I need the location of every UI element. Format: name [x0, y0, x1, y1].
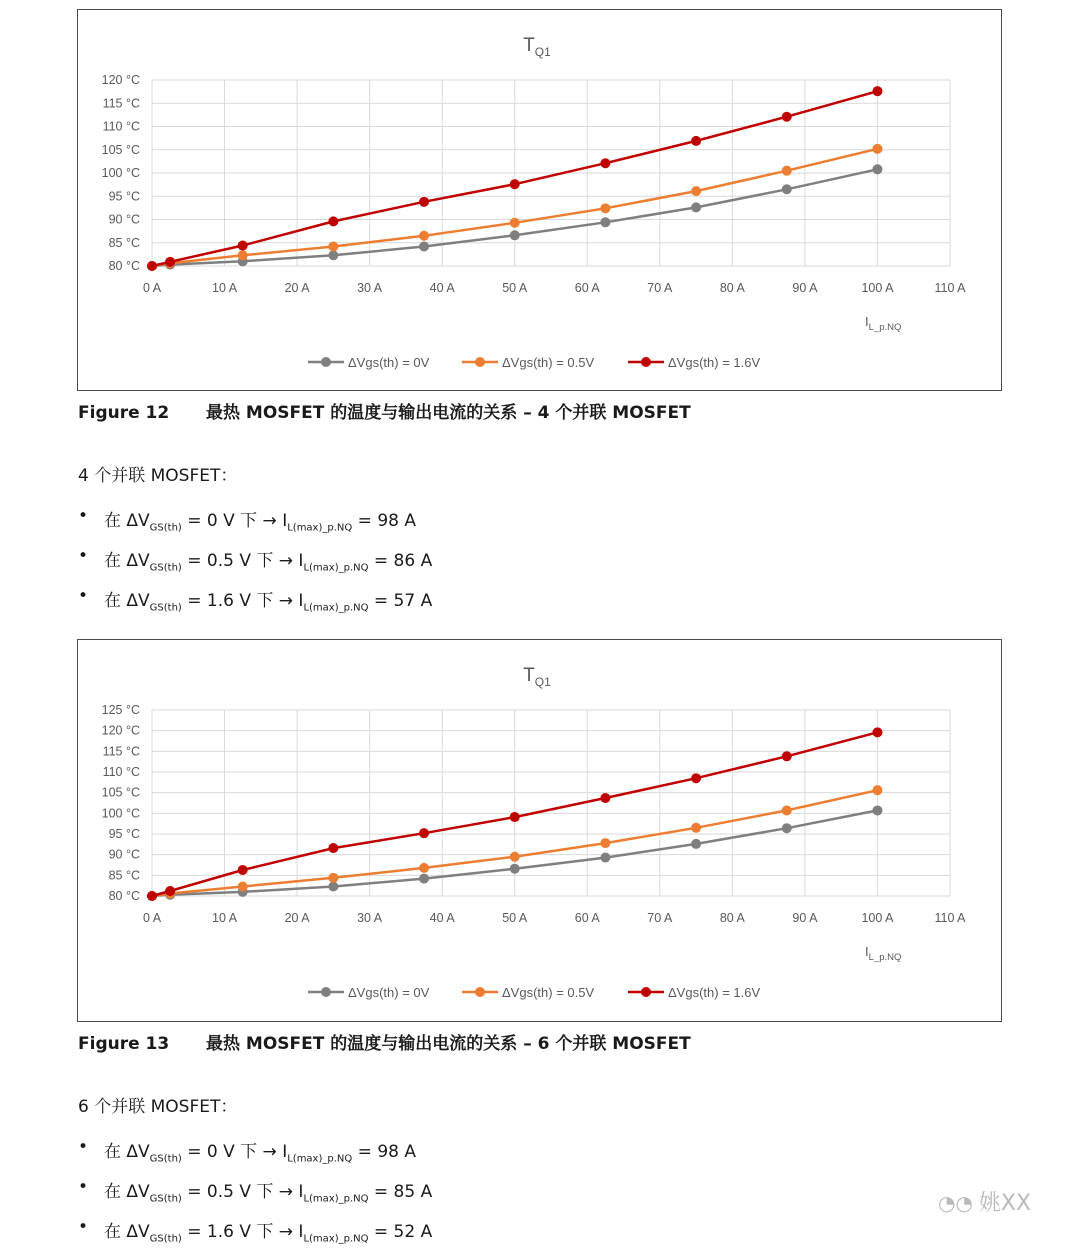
data-point	[872, 164, 882, 174]
x-tick-label: 110 A	[934, 911, 966, 925]
legend-label: ΔVgs(th) = 1.6V	[668, 985, 761, 1000]
x-tick-label: 100 A	[861, 911, 894, 925]
data-point	[600, 838, 610, 848]
y-tick-label: 105 °C	[101, 142, 140, 157]
result-list	[78, 1137, 432, 1257]
data-point	[600, 203, 610, 213]
x-tick-label: 100 A	[861, 281, 894, 295]
data-point	[238, 241, 248, 251]
figure-label: Figure 12	[78, 403, 170, 423]
line-chart-figure-12	[78, 10, 1000, 389]
data-point	[328, 241, 338, 251]
y-tick-label: 90 °C	[108, 847, 140, 862]
chart-title: $T_{Q1}$	[523, 665, 551, 689]
data-point	[782, 805, 792, 815]
x-axis-label: $I_{L\_p.NQ}$	[865, 944, 902, 963]
x-tick-label: 60 A	[574, 911, 600, 925]
list-item: • 在 $\Delta V_{GS(th)} = 0.5$ V 下 → $I_{L(max)\_p.NQ} = 86$ A	[78, 546, 432, 586]
x-tick-label: 20 A	[284, 911, 310, 925]
section-heading: 6 个并联 MOSFET：	[78, 1097, 238, 1117]
data-point	[691, 839, 701, 849]
data-point	[419, 874, 429, 884]
legend-marker	[475, 987, 485, 997]
y-tick-label: 95 °C	[108, 189, 140, 204]
x-tick-label: 50 A	[502, 281, 528, 295]
data-point	[238, 250, 248, 260]
list-item: • 在 $\Delta V_{GS(th)} = 0.5$ V 下 → $I_{L(max)\_p.NQ} = 85$ A	[78, 1177, 432, 1217]
x-tick-label: 60 A	[574, 281, 600, 295]
y-tick-label: 110 °C	[102, 765, 140, 779]
data-point	[872, 785, 882, 795]
x-tick-label: 70 A	[647, 281, 673, 295]
legend-marker	[641, 987, 651, 997]
x-tick-label: 0 A	[142, 911, 162, 925]
list-item: • 在 $\Delta V_{GS(th)} = 1.6$ V 下 → $I_{L(max)\_p.NQ} = 57$ A	[78, 586, 432, 626]
y-tick-label: 100 °C	[101, 806, 140, 821]
y-tick-label: 120 °C	[101, 723, 140, 738]
figure-caption-text: 最热 MOSFET 的温度与输出电流的关系 – 4 个并联 MOSFET	[206, 403, 691, 423]
data-point	[691, 136, 701, 146]
y-tick-label: 85 °C	[108, 235, 140, 250]
data-point	[328, 216, 338, 226]
x-tick-label: 40 A	[429, 281, 455, 295]
watermark-text: 姚XX	[978, 1191, 1032, 1216]
data-point	[872, 727, 882, 737]
x-tick-label: 90 A	[792, 911, 818, 925]
x-tick-label: 110 A	[934, 281, 966, 295]
data-point	[165, 886, 175, 896]
data-point	[782, 112, 792, 122]
data-point	[782, 166, 792, 176]
y-tick-label: 80 °C	[108, 889, 140, 903]
data-point	[147, 891, 157, 901]
x-tick-label: 10 A	[212, 281, 238, 295]
x-tick-label: 80 A	[719, 281, 745, 295]
legend-label: ΔVgs(th) = 0V	[348, 355, 430, 370]
x-tick-label: 30 A	[357, 911, 383, 925]
chart-title: $T_{Q1}$	[523, 35, 551, 59]
y-tick-label: 120 °C	[101, 73, 140, 87]
legend-marker	[641, 357, 651, 367]
data-point	[510, 218, 520, 228]
line-chart-figure-13	[78, 640, 1000, 1020]
data-point	[691, 823, 701, 833]
legend-label: ΔVgs(th) = 0.5V	[502, 985, 595, 1000]
data-point	[238, 865, 248, 875]
data-point	[510, 179, 520, 189]
data-point	[510, 812, 520, 822]
legend-label: ΔVgs(th) = 0V	[348, 985, 430, 1000]
data-point	[328, 250, 338, 260]
y-tick-label: 100 °C	[101, 166, 140, 180]
x-tick-label: 30 A	[357, 281, 383, 295]
data-point	[419, 231, 429, 241]
y-tick-label: 115 °C	[102, 96, 140, 111]
legend-label: ΔVgs(th) = 1.6V	[668, 355, 761, 370]
data-point	[419, 197, 429, 207]
x-tick-label: 20 A	[284, 281, 310, 295]
legend-marker	[475, 357, 485, 367]
y-tick-label: 125 °C	[101, 703, 140, 717]
data-point	[510, 852, 520, 862]
y-tick-label: 95 °C	[108, 827, 140, 841]
figure-caption-text: 最热 MOSFET 的温度与输出电流的关系 – 6 个并联 MOSFET	[206, 1034, 691, 1054]
data-point	[872, 144, 882, 154]
legend-marker	[321, 987, 331, 997]
data-point	[782, 751, 792, 761]
data-point	[600, 217, 610, 227]
data-point	[419, 241, 429, 251]
y-tick-label: 85 °C	[108, 868, 140, 883]
data-point	[872, 805, 882, 815]
data-point	[600, 158, 610, 168]
wechat-icon: ◔◔	[938, 1191, 973, 1215]
legend-marker	[321, 357, 331, 367]
watermark	[938, 1186, 1031, 1217]
data-point	[691, 773, 701, 783]
y-tick-label: 110 °C	[102, 119, 140, 134]
y-tick-label: 90 °C	[108, 212, 140, 227]
data-point	[147, 261, 157, 271]
x-tick-label: 10 A	[212, 911, 238, 925]
data-point	[872, 86, 882, 96]
figure-caption	[78, 1029, 691, 1054]
y-tick-label: 80 °C	[108, 259, 140, 273]
data-point	[691, 202, 701, 212]
x-tick-label: 0 A	[142, 281, 162, 295]
data-point	[600, 853, 610, 863]
list-item: • 在 $\Delta V_{GS(th)} = 1.6$ V 下 → $I_{L(max)\_p.NQ} = 52$ A	[78, 1217, 432, 1257]
data-point	[782, 823, 792, 833]
data-point	[782, 184, 792, 194]
data-point	[510, 864, 520, 874]
section-heading: 4 个并联 MOSFET：	[78, 466, 238, 486]
chart-frame-figure-12	[77, 9, 1002, 391]
legend-label: ΔVgs(th) = 0.5V	[502, 355, 595, 370]
list-item: • 在 $\Delta V_{GS(th)} = 0$ V 下 → $I_{L(max)\_p.NQ} = 98$ A	[78, 506, 432, 546]
x-tick-label: 90 A	[792, 281, 818, 295]
data-point	[510, 230, 520, 240]
data-point	[165, 257, 175, 267]
chart-frame-figure-13	[77, 639, 1002, 1022]
list-item: • 在 $\Delta V_{GS(th)} = 0$ V 下 → $I_{L(max)\_p.NQ} = 98$ A	[78, 1137, 432, 1177]
data-point	[238, 881, 248, 891]
x-tick-label: 50 A	[502, 911, 528, 925]
figure-label: Figure 13	[78, 1034, 170, 1054]
data-point	[328, 873, 338, 883]
data-point	[328, 843, 338, 853]
data-point	[419, 828, 429, 838]
y-tick-label: 115 °C	[102, 744, 140, 759]
data-point	[691, 186, 701, 196]
x-tick-label: 70 A	[647, 911, 673, 925]
data-point	[600, 793, 610, 803]
x-axis-label: $I_{L\_p.NQ}$	[865, 314, 902, 333]
y-tick-label: 105 °C	[101, 785, 140, 800]
x-tick-label: 40 A	[429, 911, 455, 925]
result-list	[78, 506, 432, 626]
data-point	[328, 881, 338, 891]
data-point	[419, 863, 429, 873]
figure-caption	[78, 398, 691, 423]
x-tick-label: 80 A	[719, 911, 745, 925]
